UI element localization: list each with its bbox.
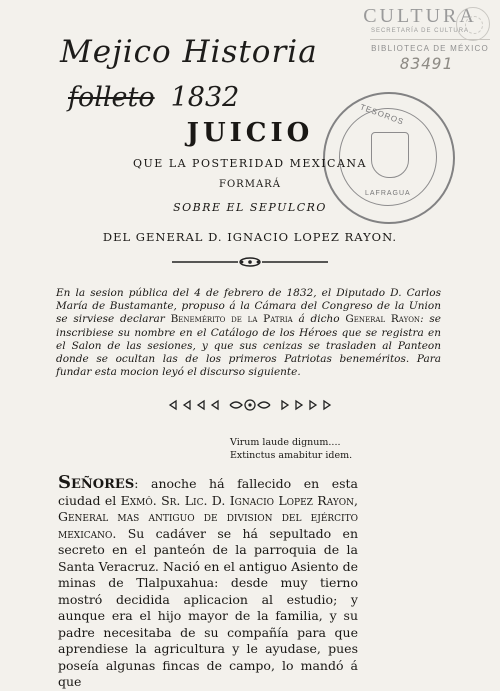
intro-smallcaps-1: Benemérito de la Patria [170,313,293,326]
ornament-divider-icon [150,255,350,269]
body-text-1: : anoche há fallecido en esta ciudad el [58,476,358,508]
call-number: 83491 [400,54,454,73]
intro-text-3: : se inscribiese su nombre en el Catálogo de los Héroes que se registra en el Salon de las sesiones, y que sus cenizas se trasladen al Panteon donde se ocultan las de los primeros Patriotas beneméritos. Para fundar esta mocion leyó el discurso siguiente. [56,313,441,379]
handwritten-note-2 [68,82,239,113]
library-mark [350,5,490,34]
title-line-4: DEL GENERAL D. IGNACIO LOPEZ RAYON. [102,230,398,244]
library-name: BIBLIOTECA DE MÉXICO [371,44,489,53]
body-paragraph [58,472,358,691]
intro-text-2: á dicho [298,313,340,326]
intro-smallcaps-2: General Rayon [345,313,421,326]
crest-icon [456,7,490,41]
epigraph-line-1: Virum laude dignum.... [230,437,341,448]
divider [370,39,490,40]
brand-text: CULTURA [363,5,477,27]
handwritten-struck: folleto [68,82,155,113]
epigraph-line-2: Extinctus amabitur idem. [230,450,353,461]
title-line-2: FORMARÁ [219,179,281,190]
stamp-bottom-text: LAFRAGUA [365,190,411,197]
epigraph [230,436,352,462]
body-text-2: Su cadáver se há sepultado en secreto en el panteón de la parroquia de la Santa Veracruz. Nació en el antiguo Asiento de minas de Tlalpuxahua: desde muy tierno mostró decidida aplicacion al estudio; y aunque era el hijo mayor de la familia, y su padre necesitaba de su compañía para que aprendiese la agricultura y le ayudase, pues poseía algunas fincas de campo, lo mandó á que [58,525,358,689]
stamp-top-text: TESOROS [358,102,406,127]
intro-text-1: En la sesion pública del 4 de febrero de 1832, el Diputado D. Carlos María de Bustamante, propuso á la Cámara del Congreso de la Union se sirviese declarar [56,287,441,326]
secretaria-text: SECRETARÍA DE CULTURA [370,28,470,34]
body-smallcaps: Exmô. Sr. Lic. D. Ignacio Lopez Rayon, General mas antiguo de division del ejército mexicano. [58,492,358,541]
title-line-3: SOBRE EL SEPULCRO [173,201,327,214]
body-opening-word: Señores [58,472,135,493]
handwritten-year: 1832 [170,82,240,113]
ornament-divider-icon [150,398,350,412]
intro-paragraph [56,287,441,379]
title-line-1: QUE LA POSTERIDAD MEXICANA [133,157,367,170]
handwritten-note-1: Mejico Historia [60,34,318,70]
page-title: JUICIO [186,118,314,148]
